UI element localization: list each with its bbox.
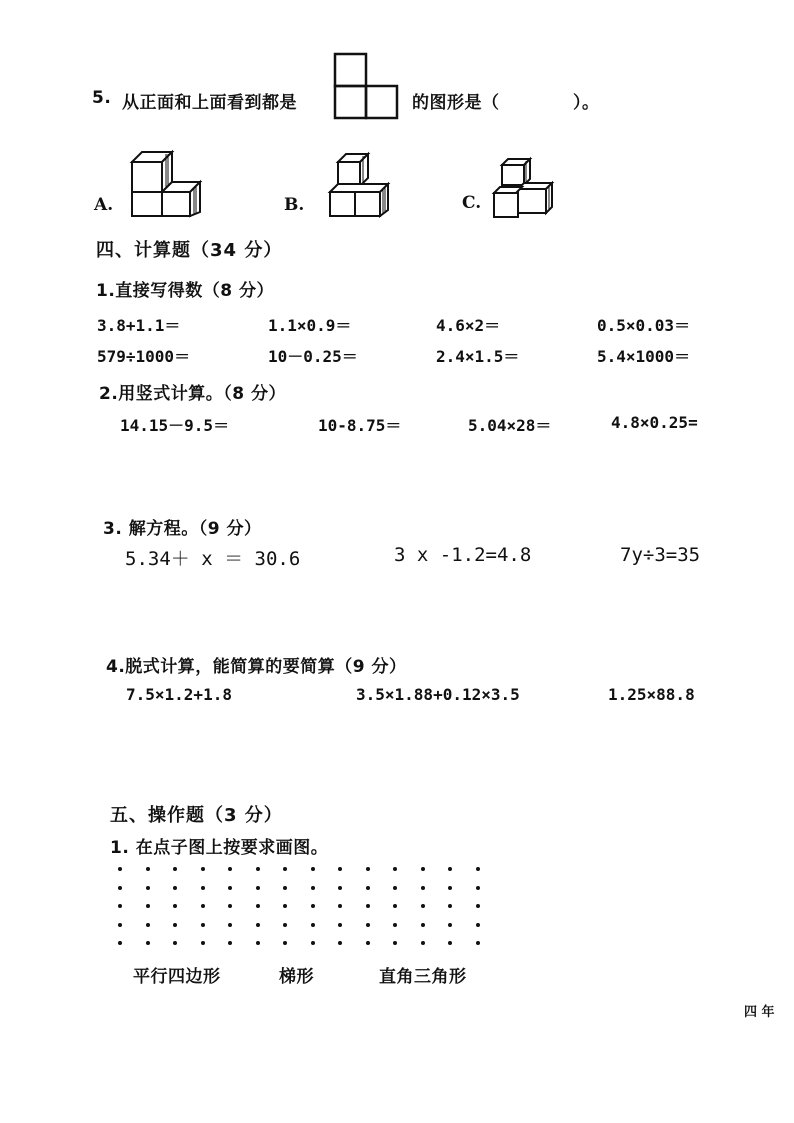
grid-dot [173,867,177,871]
grid-dot [118,867,122,871]
grid-dot [173,904,177,908]
grid-dot [448,923,452,927]
grid-dot [118,923,122,927]
option-b-cube-figure [328,152,390,218]
grid-dot [421,923,425,927]
p1-item: 1.1×0.9＝ [268,316,352,335]
grid-dot [311,904,315,908]
grid-dot [393,867,397,871]
grid-dot [366,886,370,890]
section-4-title: 四、计算题（34 分） [96,240,283,261]
option-a-label: A. [94,195,114,215]
grid-dot [366,941,370,945]
grid-dot [201,886,205,890]
grid-dot [448,886,452,890]
grid-dot [338,886,342,890]
p2-item: 4.8×0.25= [611,413,698,432]
p4-item: 7.5×1.2+1.8 [126,685,232,704]
q5-prefix: 从正面和上面看到都是 [122,93,297,113]
grid-dot [201,941,205,945]
dot-grid[interactable] [112,863,492,947]
p2-item: 14.15－9.5＝ [120,416,230,435]
grid-dot [393,941,397,945]
grid-dot [173,941,177,945]
p1-item: 3.8+1.1＝ [97,316,181,335]
p1-title: 1.直接写得数（8 分） [96,281,275,301]
grid-dot [393,923,397,927]
section-5-title: 五、操作题（3 分） [110,805,283,826]
grid-dot [448,941,452,945]
grid-dot [228,923,232,927]
grid-dot [201,923,205,927]
grid-dot [476,941,480,945]
grid-dot [228,867,232,871]
grid-dot [201,867,205,871]
grid-dot [338,941,342,945]
grid-dot [283,867,287,871]
grid-dot [256,923,260,927]
p3-item: 5.34＋ x ＝ 30.6 [125,548,301,570]
grid-dot [338,867,342,871]
grid-dot [311,941,315,945]
grid-dot [118,941,122,945]
p1-item: 5.4×1000＝ [597,347,691,366]
grid-dot [393,886,397,890]
view-shape-figure [333,52,399,120]
s5-q1-text: 1. 在点子图上按要求画图。 [110,838,329,858]
grid-dot [173,886,177,890]
p1-item: 0.5×0.03＝ [597,316,691,335]
p4-title: 4.脱式计算，能简算的要简算（9 分） [106,657,407,677]
q5-close: ）。 [573,93,600,113]
grid-dot [421,886,425,890]
grid-dot [283,923,287,927]
option-b-label: B. [284,195,305,215]
label-right-triangle: 直角三角形 [379,967,467,987]
p3-item: 7y÷3=35 [620,544,701,566]
grid-dot [366,904,370,908]
grid-dot [393,904,397,908]
grid-dot [311,886,315,890]
p1-item: 10－0.25＝ [268,347,358,366]
grid-dot [228,904,232,908]
q5-suffix: 的图形是（ [412,93,500,113]
grid-dot [118,886,122,890]
p4-item: 1.25×88.8 [608,685,695,704]
p3-title: 3. 解方程。（9 分） [103,519,262,539]
grid-dot [448,904,452,908]
grid-dot [311,923,315,927]
grid-dot [228,886,232,890]
p2-item: 10-8.75＝ [318,416,402,435]
grid-dot [338,904,342,908]
grid-dot [283,886,287,890]
label-parallelogram: 平行四边形 [133,967,221,987]
grid-dot [476,867,480,871]
q5-number: 5. [92,88,112,108]
grid-dot [146,867,150,871]
grid-dot [366,923,370,927]
grid-dot [256,941,260,945]
grid-dot [146,904,150,908]
grid-dot [256,886,260,890]
grid-dot [476,923,480,927]
p1-item: 4.6×2＝ [436,316,501,335]
grid-dot [146,941,150,945]
p4-item: 3.5×1.88+0.12×3.5 [356,685,520,704]
grid-dot [366,867,370,871]
grid-dot [201,904,205,908]
grid-dot [256,904,260,908]
grid-dot [118,904,122,908]
grid-dot [311,867,315,871]
p1-item: 2.4×1.5＝ [436,347,520,366]
grid-dot [476,886,480,890]
p3-item: 3 x -1.2=4.8 [394,544,532,566]
grid-dot [146,923,150,927]
p1-item: 579÷1000＝ [97,347,191,366]
grid-dot [338,923,342,927]
grid-dot [448,867,452,871]
grid-dot [283,941,287,945]
grid-dot [146,886,150,890]
p2-title: 2.用竖式计算。（8 分） [99,384,287,404]
option-a-cube-figure [130,150,202,218]
grid-dot [476,904,480,908]
option-c-label: C. [462,193,482,213]
footer-grade: 四 年 [744,1005,775,1020]
grid-dot [421,904,425,908]
grid-dot [421,941,425,945]
grid-dot [283,904,287,908]
grid-dot [173,923,177,927]
grid-dot [421,867,425,871]
label-trapezoid: 梯形 [279,967,314,987]
grid-dot [256,867,260,871]
option-c-cube-figure [492,157,554,219]
p2-item: 5.04×28＝ [468,416,552,435]
grid-dot [228,941,232,945]
